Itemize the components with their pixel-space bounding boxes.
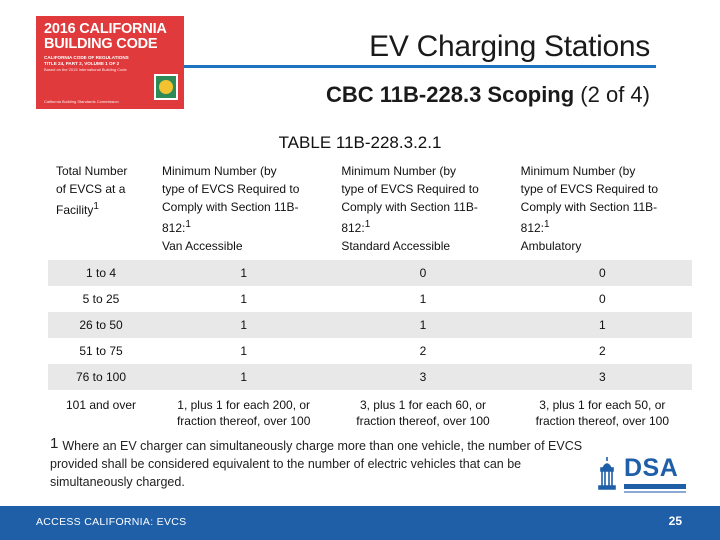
- dsa-logo: [592, 454, 692, 496]
- footnote-mark: 1: [50, 435, 59, 452]
- table-footnote: [50, 435, 595, 491]
- book-sub-line2: TITLE 24, PART 2, VOLUME 1 OF 2: [44, 61, 120, 66]
- subtitle-section: CBC 11B-228.3 Scoping: [326, 82, 575, 107]
- cell-ambulatory: 3: [513, 364, 692, 390]
- slide-title: EV Charging Stations: [369, 30, 650, 63]
- table-row: [48, 260, 692, 286]
- capitol-dome-icon: [596, 456, 618, 492]
- book-sub-line1: CALIFORNIA CODE OF REGULATIONS: [44, 55, 129, 60]
- code-book-cover: [36, 16, 184, 109]
- slide-subtitle: [326, 82, 650, 108]
- cell-van: 1: [154, 260, 333, 286]
- cell-total: 101 and over: [48, 390, 154, 438]
- cell-standard: 0: [333, 260, 512, 286]
- table-row: [48, 338, 692, 364]
- table-title: TABLE 11B-228.3.2.1: [278, 133, 442, 152]
- table-row: [48, 390, 692, 438]
- footnote-text: Where an EV charger can simultaneously charge more than one vehicle, the number of EVCS provided shall be considered equivalent to the number of electric vehicles that can be simultaneously charged.: [50, 439, 583, 489]
- book-sub-line3: Based on the 2015 International Building Code: [44, 67, 127, 72]
- table-row: [48, 286, 692, 312]
- book-subtitle: [44, 55, 176, 67]
- footnote-ref: 1: [364, 219, 371, 230]
- dsa-logo-tagline: [624, 491, 686, 493]
- footnote-ref: 1: [93, 201, 99, 212]
- dsa-logo-text: DSA: [624, 454, 679, 482]
- cell-standard: 3: [333, 364, 512, 390]
- cell-total: 26 to 50: [48, 312, 154, 338]
- header-ambulatory: Minimum Number (by type of EVCS Required to Comply with Section 11B- 812:$^1$ Ambulatory: [513, 158, 692, 260]
- footnote-ref: 1: [544, 219, 550, 230]
- cell-total: 51 to 75: [79, 344, 123, 358]
- table-row: [48, 364, 692, 390]
- footer-bar: [0, 506, 720, 540]
- evcs-scoping-table: [48, 158, 692, 438]
- header-total-evcs: Total Number of EVCS at a Facility$^1$: [48, 158, 154, 260]
- book-footer: California Building Standards Commission: [44, 99, 119, 104]
- footer-label: ACCESS CALIFORNIA: EVCS: [36, 516, 187, 528]
- cell-ambulatory: 1: [513, 312, 692, 338]
- cell-total: 76 to 100: [48, 364, 154, 390]
- book-title-line1: 2016 CALIFORNIA: [44, 21, 167, 37]
- cell-van: 1: [154, 312, 333, 338]
- cell-standard: 1: [333, 312, 512, 338]
- footnote-ref: 1: [185, 219, 191, 230]
- cell-ambulatory: 0: [513, 260, 692, 286]
- header-standard-accessible: Minimum Number (by type of EVCS Required to Comply with Section 11B- 812:$^1$ Standard Accessible: [333, 158, 512, 260]
- cell-standard: 1: [419, 292, 427, 306]
- cell-van: 1: [240, 292, 247, 306]
- cell-ambulatory: 2: [598, 344, 606, 358]
- cell-total: 1 to 4: [48, 260, 154, 286]
- cell-van: 1: [154, 364, 333, 390]
- table-header-row: [48, 158, 692, 260]
- cell-standard: 3, plus 1 for each 60, or fraction thereof, over 100: [333, 390, 512, 438]
- icc-seal-icon: [154, 74, 178, 100]
- cell-ambulatory: 3, plus 1 for each 50, or fraction thereof, over 100: [513, 390, 692, 438]
- header-van-accessible: Minimum Number (by type of EVCS Required to Comply with Section 11B- 812:$^1$ Van Accessible: [154, 158, 333, 260]
- subtitle-part: (2 of 4): [574, 82, 650, 107]
- dsa-logo-bar: [624, 484, 686, 489]
- cell-standard: 2: [419, 344, 427, 358]
- cell-ambulatory: 0: [598, 292, 606, 306]
- page-number: 25: [668, 514, 682, 528]
- table-row: [48, 312, 692, 338]
- cell-van: 1: [240, 344, 247, 358]
- cell-total: 5 to 25: [82, 292, 120, 306]
- book-title-line2: BUILDING CODE: [44, 36, 158, 52]
- cell-van: 1, plus 1 for each 200, or fraction thereof, over 100: [154, 390, 333, 438]
- book-title: [44, 22, 176, 52]
- title-divider: [184, 65, 656, 68]
